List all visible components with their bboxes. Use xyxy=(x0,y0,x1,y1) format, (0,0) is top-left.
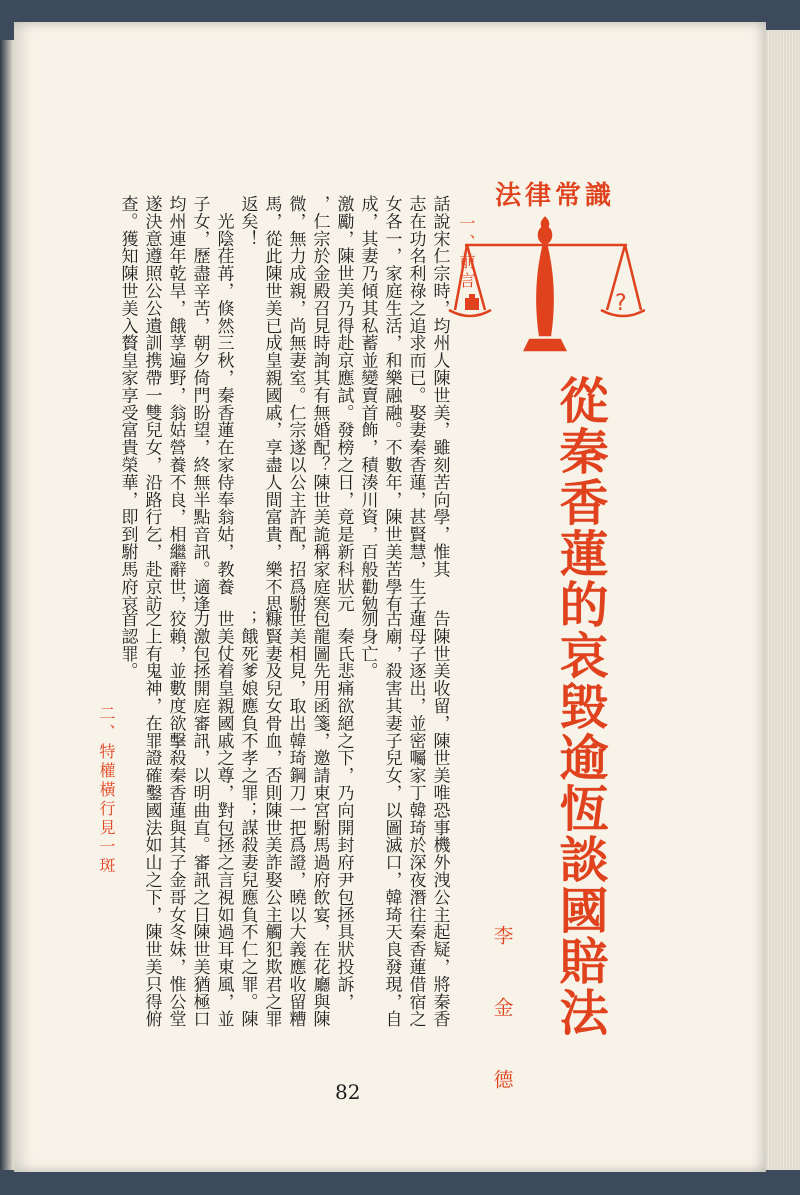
text-column: 狡賴，並數度欲擊殺秦香蓮與其子金哥女冬妹，惟公堂 xyxy=(165,610,186,1028)
svg-text:?: ? xyxy=(615,291,627,316)
text-column: 話說宋仁宗時，均州人陳世美，雖刻苦向學，惟其 xyxy=(429,195,450,578)
text-column: 子女，歷盡辛苦，朝夕倚門盼望，終無半點音訊。適逢 xyxy=(189,195,210,613)
text-column: 均州連年乾旱，餓莩遍野，翁姑營養不良，相繼辭世， xyxy=(165,195,186,613)
section-heading-2: 二、特權橫行見一斑 xyxy=(97,705,116,876)
article-title: 從秦香蓮的哀毀逾恆談國賠法 xyxy=(552,375,609,1038)
text-column: 包龍圖先用函箋，邀請東宮駙馬過府飲宴，在花廳與陳 xyxy=(309,610,330,1028)
text-column: 遂決意遵照公公遺訓携帶一雙兒女，沿路行乞，赴京訪 xyxy=(141,195,162,613)
text-column: 刎身亡。 xyxy=(357,610,378,680)
author-name: 李 金 德 xyxy=(490,925,514,1103)
text-column: 微，無力成親，尚無妻室。仁宗遂以公主許配，招爲駙 xyxy=(285,195,306,613)
text-column: 秦氏悲痛欲絕之下，乃向開封府尹包拯具狀投訴， xyxy=(333,610,354,1011)
text-column: 古廟，殺害其妻子兒女，以圖滅口，韓琦天良發現，自 xyxy=(381,610,402,1028)
text-column: 首認罪。 xyxy=(117,610,138,680)
text-column: 馬，從此陳世美已成皇親國戚，享盡人間富貴，樂不思 xyxy=(261,195,282,613)
text-column: ；餓死爹娘應負不孝之罪；謀殺妻兒應負不仁之罪。陳 xyxy=(237,610,258,1028)
text-column: 世美相見，取出韓琦鋼刀一把爲證，曉以大義應收留糟 xyxy=(285,610,306,1028)
text-column: ，仁宗於金殿召見時詢其有無婚配？陳世美詭稱家庭寒 xyxy=(309,195,330,613)
text-column: 糠賢妻及兒女骨血，否則陳世美詐娶公主觸犯欺君之罪 xyxy=(261,610,282,1028)
text-column: 之上有鬼神，在罪證確鑿國法如山之下，陳世美只得俯 xyxy=(141,610,162,1028)
text-column: 查。獲知陳世美入贅皇家享受富貴榮華，即到駙馬府哀 xyxy=(117,195,138,613)
text-column: 返矣！ xyxy=(237,195,258,248)
text-column: 成，其妻乃傾其私蓄並變賣首飾，積湊川資，百般勸勉 xyxy=(357,195,378,613)
text-column: 激勵，陳世美乃得赴京應試。發榜之日，竟是新科狀元 xyxy=(333,195,354,613)
text-column: 蓮母子逐出，並密囑家丁韓琦於深夜潛往秦香蓮借宿之 xyxy=(405,610,426,1028)
text-column: 力激包拯開庭審訊，以明曲直。審訊之日陳世美猶極口 xyxy=(189,610,210,1028)
text-column: 告陳世美收留，陳世美唯恐事機外洩公主起疑，將秦香 xyxy=(429,610,450,1028)
section-heading-1: 一、前言 xyxy=(457,215,476,291)
category-header: 法律常識 xyxy=(495,181,616,211)
text-column: 光陰荏苒，倏然三秋，秦香蓮在家侍奉翁姑，教養 xyxy=(213,195,234,596)
text-column: 世美仗着皇親國戚之尊，對包拯之言視如過耳東風，並 xyxy=(213,610,234,1028)
text-column: 志在功名利祿之追求而已。娶妻秦香蓮，甚賢慧，生子 xyxy=(405,195,426,613)
page-number: 82 xyxy=(335,1080,361,1104)
text-column: 女各一，家庭生活，和樂融融。不數年，陳世美苦學有 xyxy=(381,195,402,613)
